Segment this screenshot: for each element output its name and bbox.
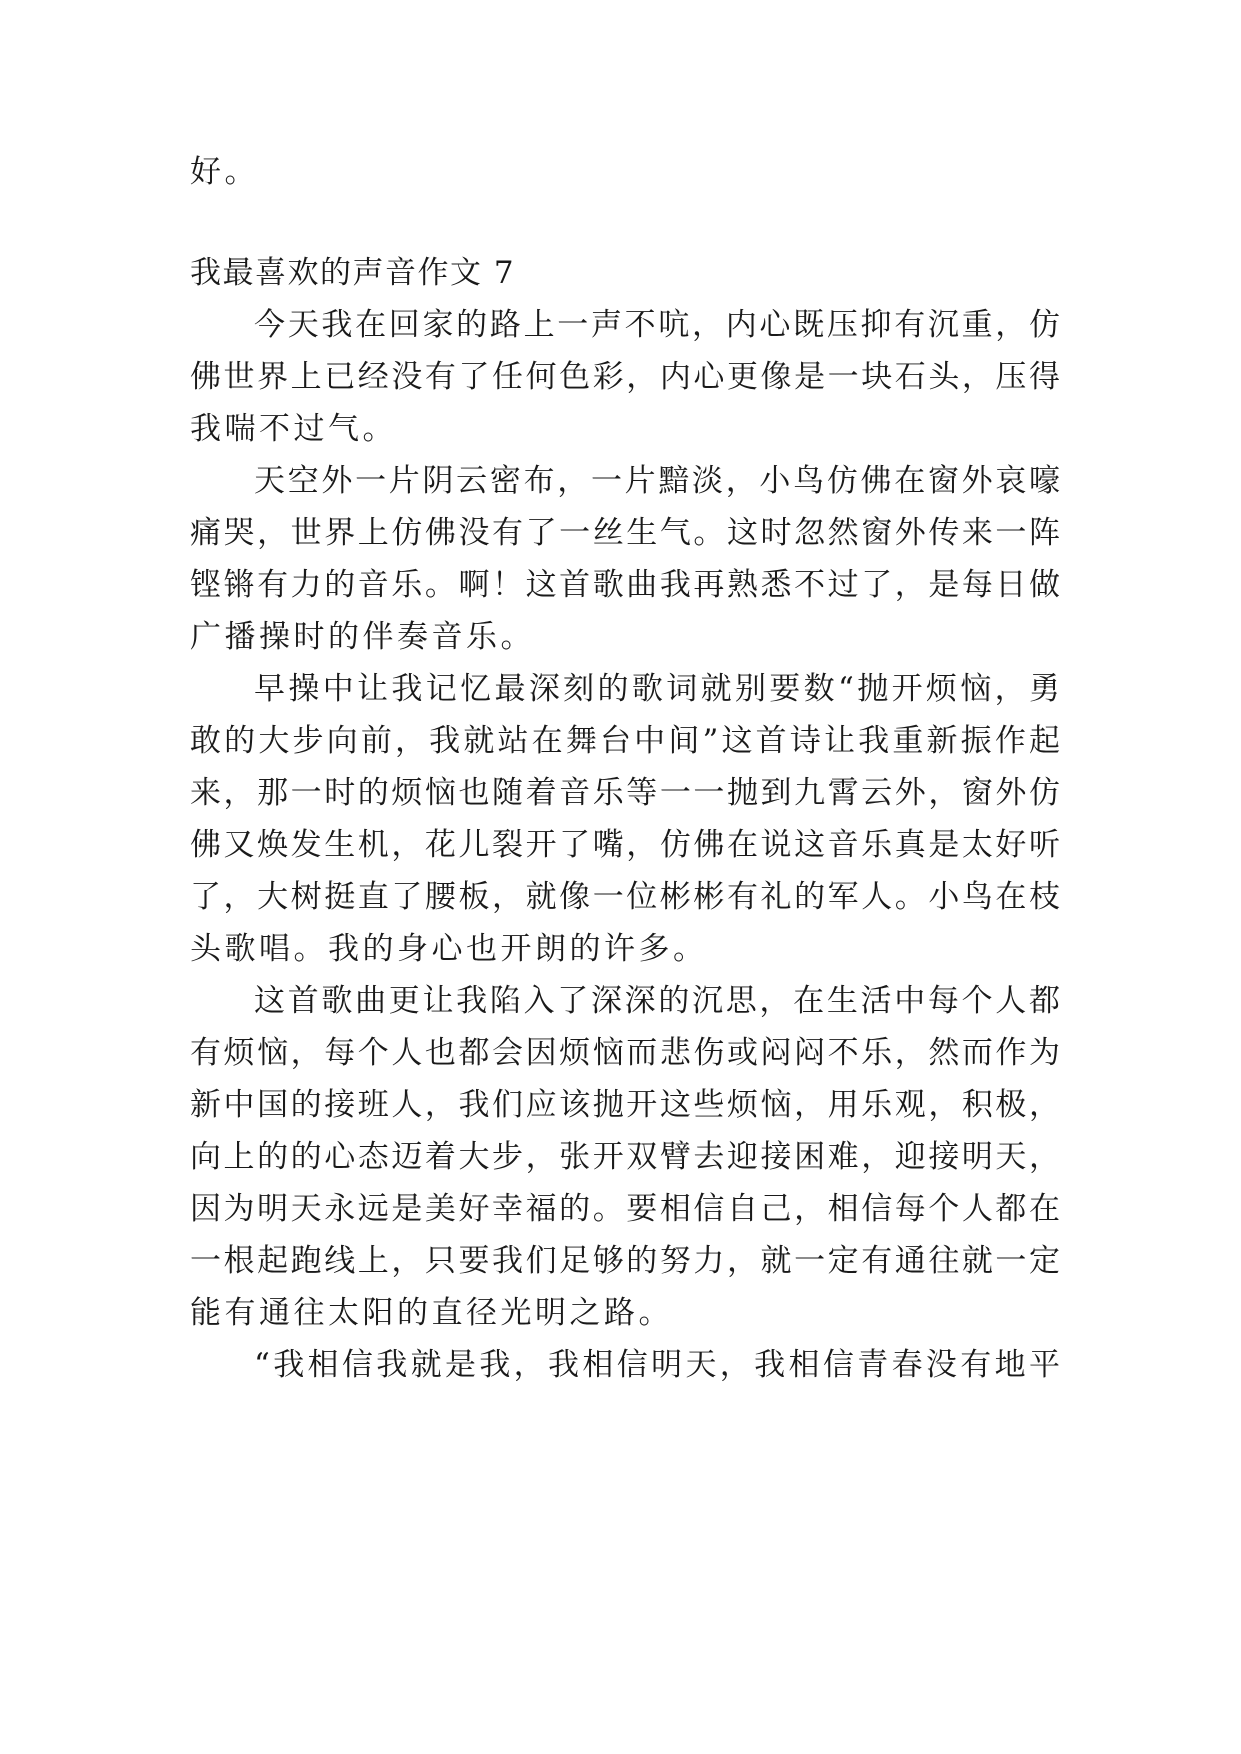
- paragraph-3-line-2: 敢的大步向前，我就站在舞台中间”这首诗让我重新振作起: [190, 723, 1060, 759]
- paragraph-3-line-5: 了，大树挺直了腰板，就像一位彬彬有礼的军人。小鸟在枝: [190, 879, 1060, 915]
- paragraph-3-line-4: 佛又焕发生机，花儿裂开了嘴，仿佛在说这音乐真是太好听: [190, 827, 1060, 863]
- paragraph-2-line-3: 铿锵有力的音乐。啊！这首歌曲我再熟悉不过了，是每日做: [190, 567, 1060, 603]
- paragraph-2-line-1: 天空外一片阴云密布，一片黯淡，小鸟仿佛在窗外哀嚎: [254, 463, 1060, 499]
- paragraph-1-line-3: 我喘不过气。: [190, 411, 397, 447]
- paragraph-2-line-2: 痛哭，世界上仿佛没有了一丝生气。这时忽然窗外传来一阵: [190, 515, 1060, 551]
- paragraph-5-line-1: “我相信我就是我，我相信明天，我相信青春没有地平: [254, 1347, 1060, 1383]
- paragraph-4-line-1: 这首歌曲更让我陷入了深深的沉思，在生活中每个人都: [254, 983, 1060, 1019]
- paragraph-4-line-4: 向上的的心态迈着大步，张开双臂去迎接困难，迎接明天，: [190, 1139, 1060, 1175]
- paragraph-3-line-3: 来，那一时的烦恼也随着音乐等一一抛到九霄云外，窗外仿: [190, 775, 1060, 811]
- paragraph-4-line-5: 因为明天永远是美好幸福的。要相信自己，相信每个人都在: [190, 1191, 1060, 1227]
- paragraph-4-line-7: 能有通往太阳的直径光明之路。: [190, 1295, 673, 1331]
- essay-title: 我最喜欢的声音作文 7: [190, 255, 516, 291]
- paragraph-4-line-3: 新中国的接班人，我们应该抛开这些烦恼，用乐观，积极，: [190, 1087, 1060, 1123]
- paragraph-1-line-2: 佛世界上已经没有了任何色彩，内心更像是一块石头，压得: [190, 359, 1060, 395]
- paragraph-3-line-1: 早操中让我记忆最深刻的歌词就别要数“抛开烦恼，勇: [254, 671, 1060, 707]
- paragraph-tail-line: 好。: [190, 154, 259, 190]
- paragraph-4-line-6: 一根起跑线上，只要我们足够的努力，就一定有通往就一定: [190, 1243, 1060, 1279]
- paragraph-2-line-4: 广播操时的伴奏音乐。: [190, 619, 535, 655]
- paragraph-4-line-2: 有烦恼，每个人也都会因烦恼而悲伤或闷闷不乐，然而作为: [190, 1035, 1060, 1071]
- paragraph-3-line-6: 头歌唱。我的身心也开朗的许多。: [190, 931, 708, 967]
- paragraph-1-line-1: 今天我在回家的路上一声不吭，内心既压抑有沉重，仿: [254, 307, 1060, 343]
